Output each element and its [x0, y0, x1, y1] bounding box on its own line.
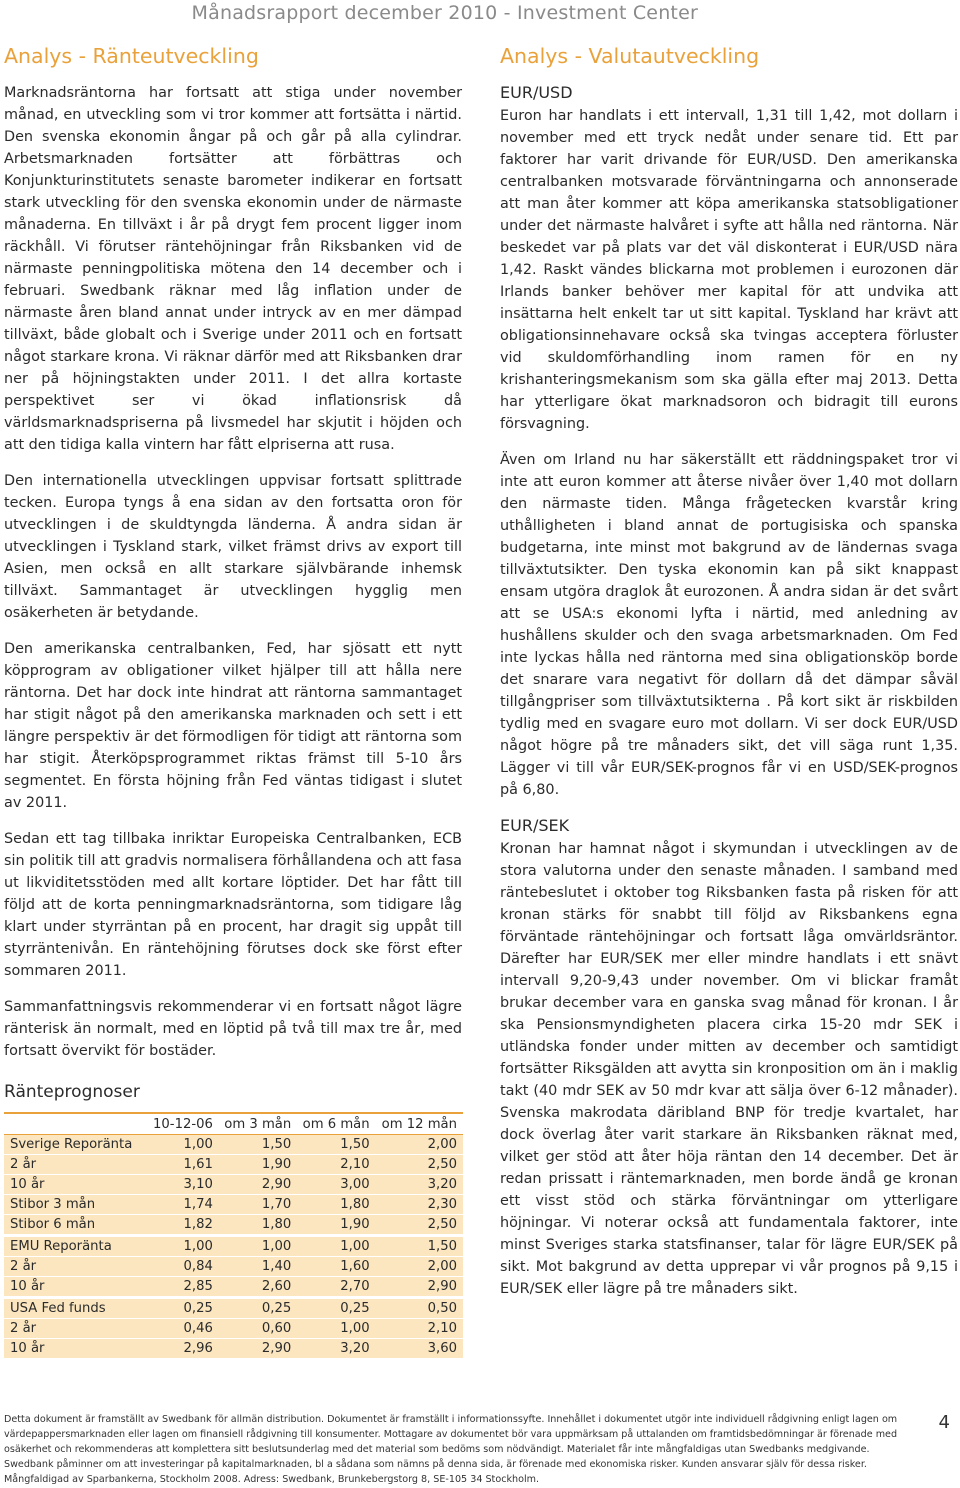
table-row — [4, 1135, 463, 1155]
disclaimer-footer: Detta dokument är framställt av Swedbank för allmän distribution. Dokumentet är framställt i informationssyfte. Innehållet i dokumentet utgör inte individuell rådgivning enligt lagen om värdepappersmarknaden eller lagen om finansiell rådgivning till konsumenter. Mottagare av dokumentet bör vara uppmärksam på uttalanden om framtidsbedömningar är förenade med osäkerhet och rekommenderas att komplettera sitt beslutsunderlag med det material som bedöms som nödvändigt. Materialet får inte mångfaldigas utan Swedbanks medgivande. Swedbank påminner om att investeringar på kapitalmarknaden, bl a sådana som nämns på denna sida, är förenade med ekonomiska risker. Kunden ansvarar själv för dessa risker. Mångfaldigad av Sparbankerna, Stockholm 2008. Adress: Swedbank, Brunkebergstorg 8, SE-105 34 Stockholm. — [4, 1414, 898, 1485]
body-paragraph: Den internationella utvecklingen uppvisar fortsatt splittrade tecken. Europa tyngs å ena sidan av den fortsatta oron för utvecklingen i de skuldtyngda länderna. Å andra sidan är utvecklingen i Tyskland stark, vilket främst drivs av export till Asien, men också en allt starkare självbärande inhemsk tillväxt. Sammantaget är utvecklingen hygglig men osäkerheten är betydande. — [4, 473, 462, 621]
table-row — [4, 1237, 463, 1257]
table-cell: 0,25 — [148, 1299, 219, 1319]
table-header-cell: om 12 mån — [376, 1113, 463, 1135]
table-row-label: EMU Reporänta — [4, 1237, 148, 1257]
table-row-label: Stibor 3 mån — [4, 1195, 148, 1215]
table-cell: 1,82 — [148, 1215, 219, 1235]
table-row — [4, 1299, 463, 1319]
table-row — [4, 1277, 463, 1297]
table-row-label: USA Fed funds — [4, 1299, 148, 1319]
currency-section-title: Analys - Valutautveckling — [500, 44, 760, 68]
eurusd-heading: EUR/USD — [500, 83, 573, 102]
table-cell: 2,30 — [376, 1195, 463, 1215]
table-cell: 1,00 — [297, 1237, 375, 1257]
table-body — [4, 1135, 463, 1359]
table-cell: 0,50 — [376, 1299, 463, 1319]
body-paragraph: Kronan har hamnat något i skymundan i utvecklingen av de stora valutorna under den senaste månaden. I samband med räntebeslutet i oktober tog Riksbanken fasta på risken för att kronan stärks för snabbt till följd av Riksbankens egna förväntade räntehöjningar och fortsatt låga omvärldsräntor. Därefter har EUR/SEK mer eller mindre handlats i ett snävt intervall 9,20-9,43 under november. Om vi blickar framåt brukar december vara en ganska svag månad för kronan. I år ska Pensionsmyndigheten placera cirka 15-20 mdr SEK i utländska fonder under mitten av december och samtidigt fortsätter Riksgälden att avytta sin kronposition om än i maklig takt (40 mdr SEK av 50 mdr kvar att sälja över 6-12 månader). Svenska makrodata däribland BNP för tredje kvartalet, har dock överlag åter varit starkare än Riksbanken räknat med, vilket ger stöd att åter höja räntan den 14 december. Det är redan prissatt i räntemarknaden, men borde ändå ge kronan ett visst stöd och stärka förväntningar om ytterligare höjningar. Vi noterar också att fundamentala faktorer, inte minst Sveriges starka statsfinanser, talar för lägre EUR/SEK på sikt. Mot bakgrund av detta upprepar vi vår prognos på 9,15 i EUR/SEK eller lägre på tre månaders sikt. — [500, 841, 958, 1297]
page-number: 4 — [938, 1412, 950, 1433]
table-row — [4, 1339, 463, 1359]
table-cell: 2,00 — [376, 1135, 463, 1155]
table-row-label: 2 år — [4, 1319, 148, 1339]
table-row-label: 10 år — [4, 1339, 148, 1359]
table-cell: 3,60 — [376, 1339, 463, 1359]
table-row — [4, 1195, 463, 1215]
table-cell: 1,40 — [219, 1257, 297, 1277]
body-paragraph: Sammanfattningsvis rekommenderar vi en fortsatt något lägre ränterisk än normalt, med en löptid på två till max tre år, med fortsatt övervikt för bostäder. — [4, 999, 462, 1059]
table-cell: 2,90 — [376, 1277, 463, 1297]
table-cell: 0,46 — [148, 1319, 219, 1339]
table-cell: 1,80 — [297, 1195, 375, 1215]
table-cell: 3,10 — [148, 1175, 219, 1195]
table-cell: 1,61 — [148, 1155, 219, 1175]
table-cell: 1,50 — [297, 1135, 375, 1155]
table-cell: 2,50 — [376, 1215, 463, 1235]
table-cell: 0,60 — [219, 1319, 297, 1339]
rate-forecast-table — [4, 1112, 463, 1359]
table-row-label: 2 år — [4, 1257, 148, 1277]
table-cell: 1,50 — [219, 1135, 297, 1155]
table-cell: 1,60 — [297, 1257, 375, 1277]
left-column — [4, 44, 462, 1359]
table-cell: 1,70 — [219, 1195, 297, 1215]
table-cell: 1,90 — [297, 1215, 375, 1235]
eursek-heading: EUR/SEK — [500, 816, 570, 835]
rate-forecast-title: Ränteprognoser — [4, 1082, 140, 1102]
table-cell: 2,70 — [297, 1277, 375, 1297]
table-header-cell — [4, 1113, 148, 1135]
table-cell: 1,00 — [148, 1135, 219, 1155]
table-cell: 2,60 — [219, 1277, 297, 1297]
table-cell: 1,80 — [219, 1215, 297, 1235]
table-cell: 2,50 — [376, 1155, 463, 1175]
body-paragraph: Euron har handlats i ett intervall, 1,31 till 1,42, mot dollarn i november med ett tryck nedåt under senare tid. Ett par faktorer har varit drivande för EUR/USD. Den amerikanska centralbanken motsvarade förväntningarna och annonserade att man åter kommer att köpa amerikanska statsobligationer under det närmaste halvåret i syfte att hålla ned räntorna. När beskedet var på plats var det väl diskonterat i EUR/USD nära 1,42. Raskt vändes blickarna mot problemen i eurozonen där Irlands banker behöver mer kapital för att undvika att insättarna helt enkelt tar ut sitt kapital. Tyskland har krävt att obligationsinnehavare också ska tvingas acceptera förluster vid skuldomförhandling inom ramen för en ny krishanteringsmekanism som ska gälla efter maj 2013. Detta har ytterligare ökat marknadsoron och bidragit till eurons försvagning. — [500, 108, 958, 432]
table-header-row — [4, 1113, 463, 1135]
table-cell: 0,25 — [219, 1299, 297, 1319]
table-row-label: 10 år — [4, 1175, 148, 1195]
table-row — [4, 1175, 463, 1195]
body-paragraph: Även om Irland nu har säkerställt ett räddningspaket tror vi inte att euron kommer att återse nivåer över 1,40 mot dollarn den närmaste tiden. Många frågetecken kvarstår kring uthålligheten i bland annat de portugisiska och spanska budgetarna, inte minst mot bakgrund av de ländernas svaga tillväxtutsikter. Den tyska ekonomin kan på sikt knappast ensam utgöra draglok åt eurozonen. Å andra sidan är det svårt att se USA:s ekonomi lyfta i närtid, med anledning av hushållens skulder och den svaga arbetsmarknaden. Om Fed inte lyckas hålla ned räntorna med sina obligationsköp borde det snarare vara negativt för dollarn då det dämpar såväl tillgångpriser som tillväxtutsikterna . På kort sikt är riskbilden tydlig med en svagare euro mot dollarn. Vi ser dock EUR/USD något högre på tre månaders sikt, det vill säga runt 1,35. Lägger vi till vår EUR/SEK-prognos får vi en USD/SEK-prognos på 6,80. — [500, 452, 958, 798]
table-row-label: 10 år — [4, 1277, 148, 1297]
table-cell: 1,50 — [376, 1237, 463, 1257]
table-header-cell: 10-12-06 — [148, 1113, 219, 1135]
table-cell: 2,96 — [148, 1339, 219, 1359]
table-cell: 3,20 — [297, 1339, 375, 1359]
table-cell: 3,00 — [297, 1175, 375, 1195]
body-paragraph: Den amerikanska centralbanken, Fed, har sjösatt ett nytt köpprogram av obligationer vilket hjälper till att hålla nere räntorna. Det har dock inte hindrat att räntorna sammantaget har stigit något på den amerikanska marknaden och sett i ett längre perspektiv är det förmodligen för tidigt att räntorna som har stigit. Återköpsprogrammet riktas främst till 5-10 års segmentet. En första höjning från Fed väntas tidigast i slutet av 2011. — [4, 641, 462, 811]
right-column — [500, 44, 958, 1314]
table-cell: 2,90 — [219, 1175, 297, 1195]
table-row-label: Stibor 6 mån — [4, 1215, 148, 1235]
table-row-label: Sverige Reporänta — [4, 1135, 148, 1155]
table-row — [4, 1155, 463, 1175]
table-header-cell: om 6 mån — [297, 1113, 375, 1135]
table-cell: 0,84 — [148, 1257, 219, 1277]
table-cell: 1,00 — [219, 1237, 297, 1257]
report-header: Månadsrapport december 2010 - Investment Center — [191, 2, 698, 24]
table-cell: 2,10 — [376, 1319, 463, 1339]
table-row — [4, 1257, 463, 1277]
table-cell: 1,74 — [148, 1195, 219, 1215]
table-cell: 1,00 — [148, 1237, 219, 1257]
table-row — [4, 1215, 463, 1235]
table-row — [4, 1319, 463, 1339]
table-cell: 3,20 — [376, 1175, 463, 1195]
table-cell: 1,90 — [219, 1155, 297, 1175]
table-row-label: 2 år — [4, 1155, 148, 1175]
table-cell: 1,00 — [297, 1319, 375, 1339]
table-cell: 0,25 — [297, 1299, 375, 1319]
table-cell: 2,10 — [297, 1155, 375, 1175]
table-cell: 2,90 — [219, 1339, 297, 1359]
body-paragraph: Sedan ett tag tillbaka inriktar Europeiska Centralbanken, ECB sin politik till att gradvis normalisera förhållandena och att fasa ut likviditetsstöden med allt kortare löptider. Det har fått till följd att de korta penningmarknadsräntorna, som tidigare låg klart under styrräntan på en procent, har dragit sig uppåt till styrräntenivån. En räntehöjning förutses dock ske först efter sommaren 2011. — [4, 831, 462, 979]
table-cell: 2,85 — [148, 1277, 219, 1297]
table-cell: 2,00 — [376, 1257, 463, 1277]
table-header-cell: om 3 mån — [219, 1113, 297, 1135]
body-paragraph: Marknadsräntorna har fortsatt att stiga under november månad, en utveckling som vi tror kommer att fortsätta i närtid. Den svenska ekonomin ångar på och går på alla cylindrar. Arbetsmarknaden fortsätter att förbättras och Konjunkturinstitutets senaste barometer indikerar en fortsatt stark utveckling för den svenska ekonomin under de närmaste månaderna. En tillväxt i år på drygt fem procent ligger inom räckhåll. Vi förutser räntehöjningar från Riksbanken vid de närmaste penningpolitiska mötena den 14 december och i februari. Swedbank räknar med låg inflation under de närmaste åren bland annat under intryck av en mer dämpad tillväxt, både globalt och i Sverige under 2011 och en fortsatt något starkare krona. Vi räknar därför med att Riksbanken drar ner på höjningstakten under 2011. I det allra kortaste perspektivet ser vi ökad inflationsrisk då världsmarknadspriserna på livsmedel har skjutit i höjden och att den tidiga kalla vintern har fått elpriserna att rusa. — [4, 85, 462, 453]
interest-section-title: Analys - Ränteutveckling — [4, 44, 259, 68]
